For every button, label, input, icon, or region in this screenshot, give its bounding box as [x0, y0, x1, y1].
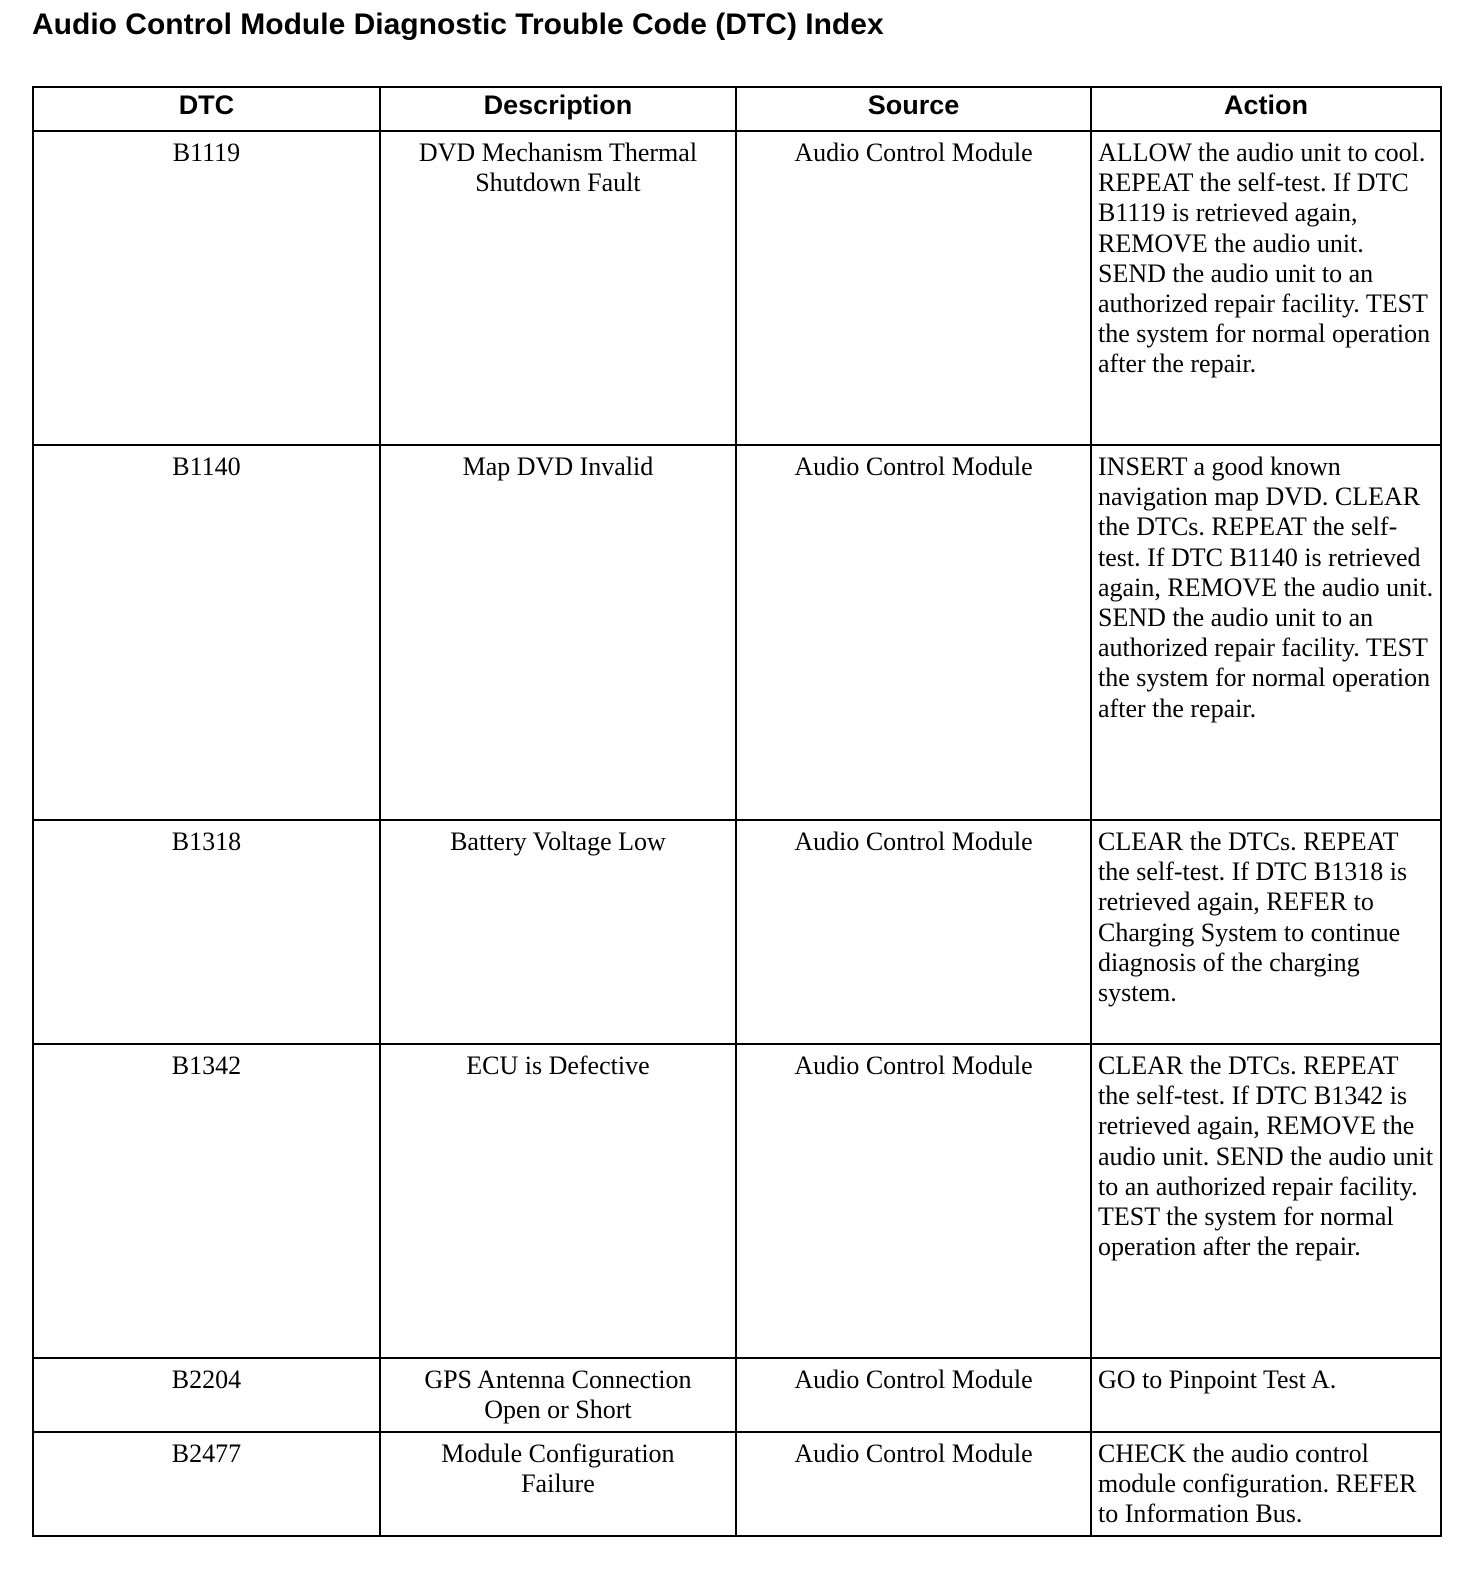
- dtc-action: CLEAR the DTCs. REPEAT the self-test. If DTC B1342 is retrieved again, REMOVE the audio unit. SEND the audio unit to an authorized repair facility. TEST the system for normal operation after the repair.: [1091, 1044, 1441, 1358]
- header-source: Source: [736, 87, 1091, 131]
- table-row: [33, 1358, 1441, 1432]
- dtc-description: Map DVD Invalid: [380, 445, 736, 820]
- dtc-source: Audio Control Module: [736, 131, 1091, 445]
- table-row: [33, 1044, 1441, 1358]
- dtc-description: DVD Mechanism Thermal Shutdown Fault: [380, 131, 736, 445]
- dtc-index-table: [32, 86, 1442, 1537]
- dtc-code: B2204: [33, 1358, 380, 1432]
- header-description: Description: [380, 87, 736, 131]
- dtc-code: B2477: [33, 1432, 380, 1536]
- dtc-code: B1119: [33, 131, 380, 445]
- dtc-description: ECU is Defective: [380, 1044, 736, 1358]
- dtc-source: Audio Control Module: [736, 1432, 1091, 1536]
- header-action: Action: [1091, 87, 1441, 131]
- table-row: [33, 131, 1441, 445]
- page-title: Audio Control Module Diagnostic Trouble Code (DTC) Index: [32, 8, 884, 41]
- dtc-code: B1140: [33, 445, 380, 820]
- table-row: [33, 445, 1441, 820]
- dtc-description: Battery Voltage Low: [380, 820, 736, 1044]
- dtc-source: Audio Control Module: [736, 1044, 1091, 1358]
- dtc-code: B1318: [33, 820, 380, 1044]
- dtc-action: INSERT a good known navigation map DVD. CLEAR the DTCs. REPEAT the self-test. If DTC B1140 is retrieved again, REMOVE the audio unit. SEND the audio unit to an authorized repair facility. TEST the system for normal operation after the repair.: [1091, 445, 1441, 820]
- dtc-action: ALLOW the audio unit to cool. REPEAT the self-test. If DTC B1119 is retrieved again, REMOVE the audio unit. SEND the audio unit to an authorized repair facility. TEST the system for normal operation after the repair.: [1091, 131, 1441, 445]
- dtc-code: B1342: [33, 1044, 380, 1358]
- dtc-action: CLEAR the DTCs. REPEAT the self-test. If DTC B1318 is retrieved again, REFER to Charging System to continue diagnosis of the charging system.: [1091, 820, 1441, 1044]
- table-row: [33, 1432, 1441, 1536]
- dtc-description: Module Configuration Failure: [380, 1432, 736, 1536]
- dtc-action: GO to Pinpoint Test A.: [1091, 1358, 1441, 1432]
- table-header-row: [33, 87, 1441, 131]
- table-row: [33, 820, 1441, 1044]
- dtc-source: Audio Control Module: [736, 1358, 1091, 1432]
- dtc-description: GPS Antenna Connection Open or Short: [380, 1358, 736, 1432]
- dtc-action: CHECK the audio control module configuration. REFER to Information Bus.: [1091, 1432, 1441, 1536]
- dtc-source: Audio Control Module: [736, 820, 1091, 1044]
- header-dtc: DTC: [33, 87, 380, 131]
- dtc-source: Audio Control Module: [736, 445, 1091, 820]
